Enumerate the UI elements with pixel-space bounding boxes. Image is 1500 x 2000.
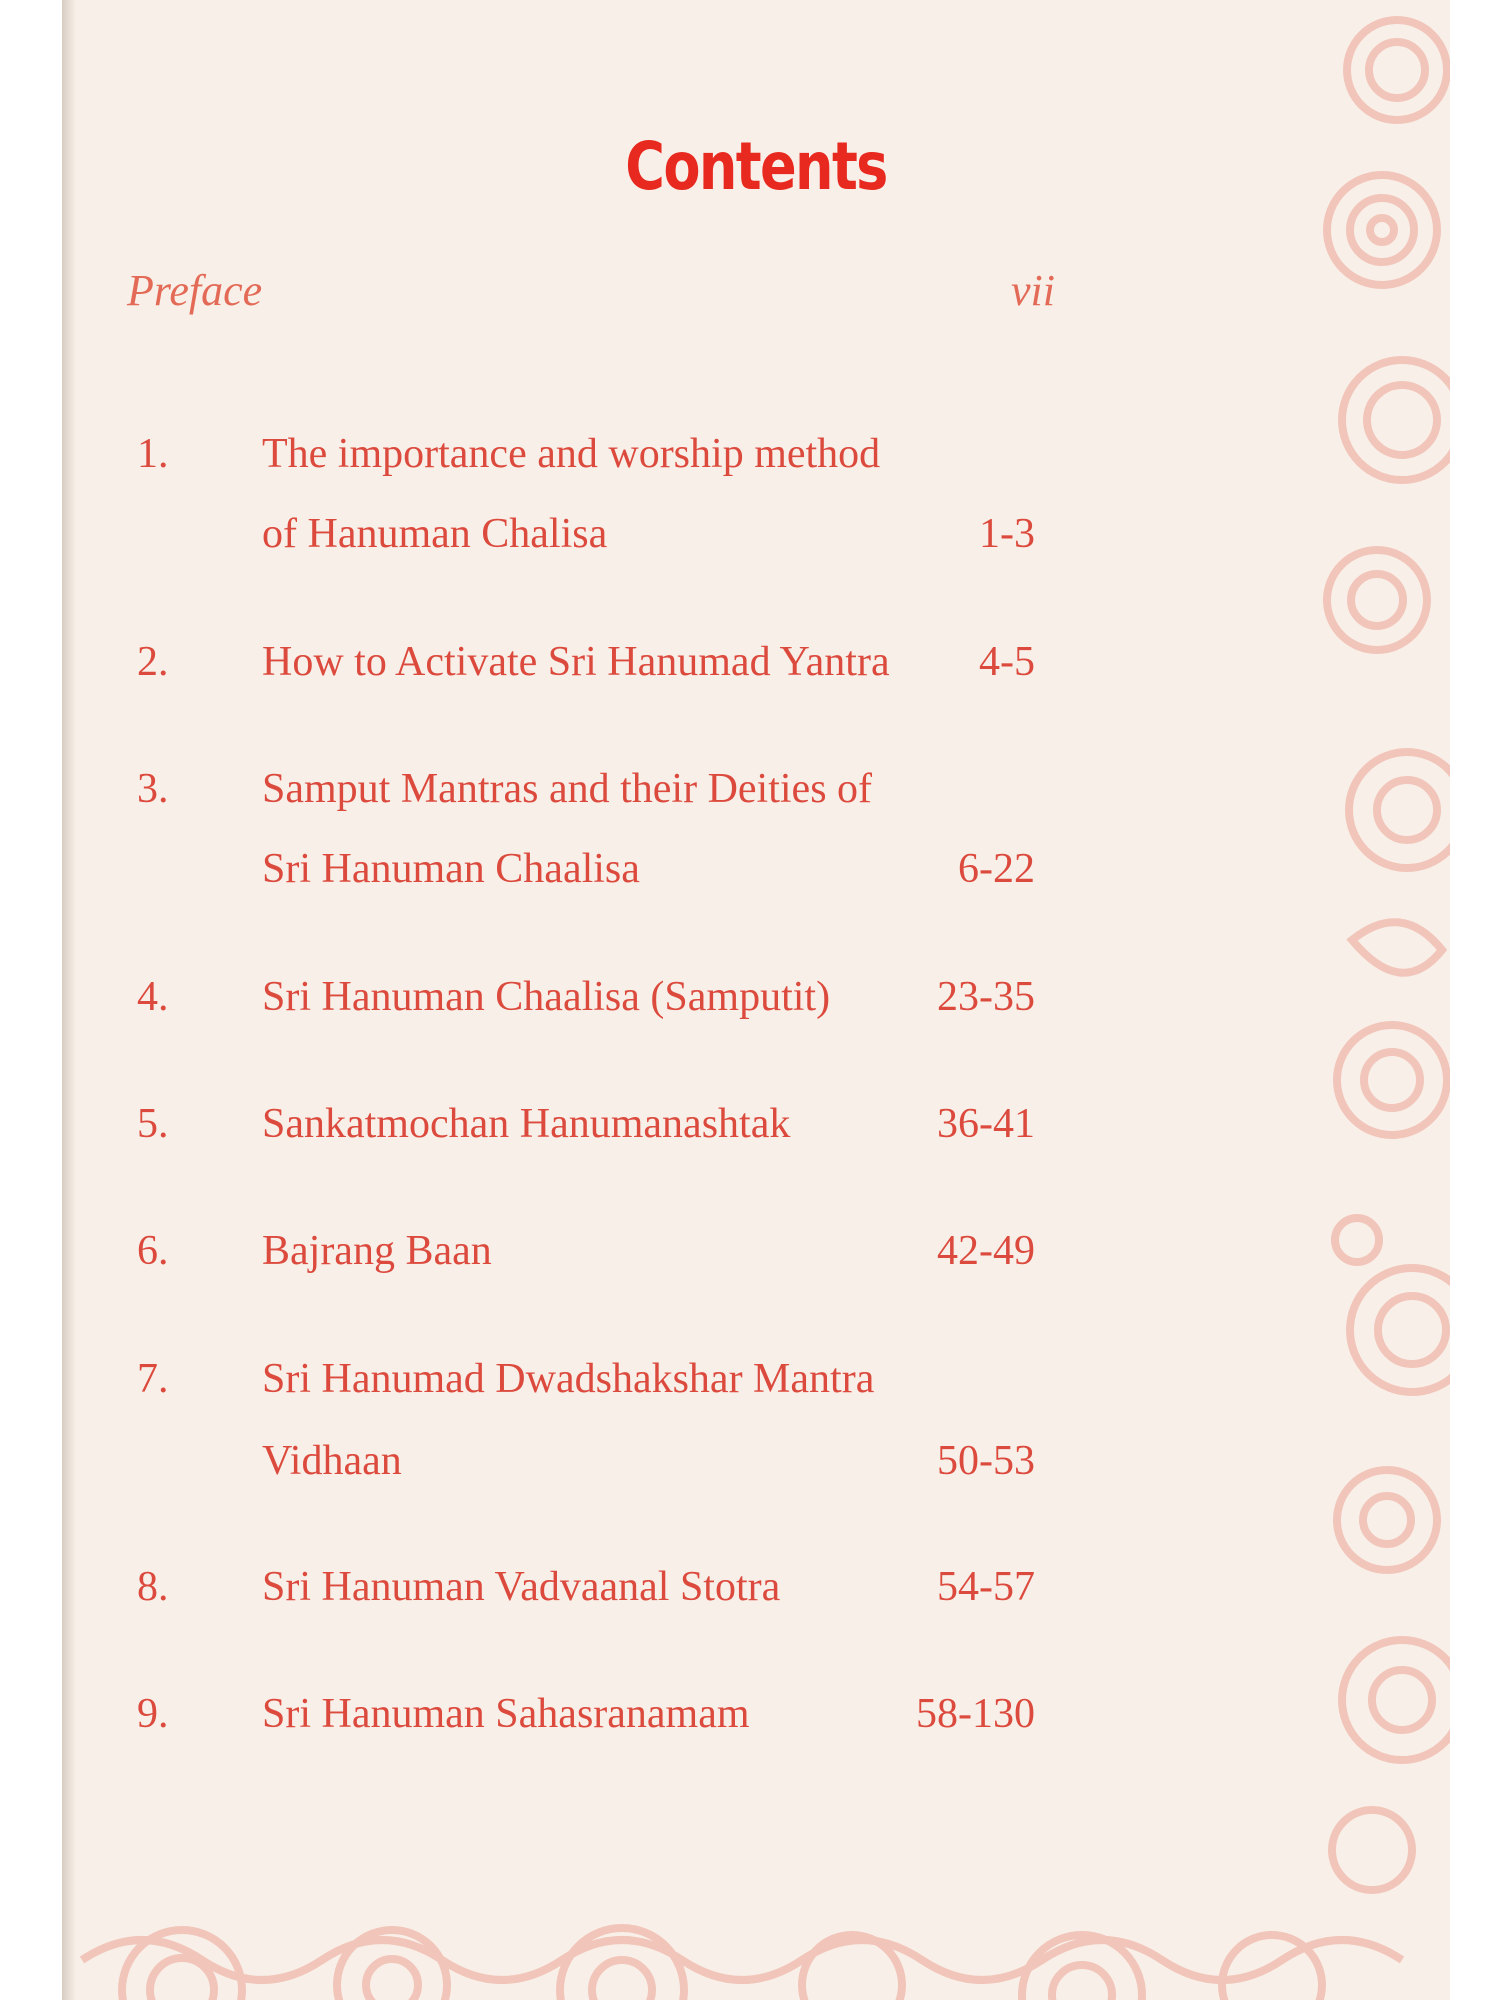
entry-title-line: Sankatmochan Hanumanashtak (262, 1101, 791, 1147)
entry-page-range: 54-57 (937, 1564, 1035, 1610)
entry-page-range: 6-22 (958, 846, 1035, 892)
book-page (62, 0, 1450, 2000)
entry-number: 4. (137, 974, 169, 1020)
entry-number: 2. (137, 639, 169, 685)
entry-page-range: 36-41 (937, 1101, 1035, 1147)
entry-title-line: The importance and worship method (262, 431, 881, 477)
entry-page-range: 4-5 (979, 639, 1035, 685)
entry-title-line: Sri Hanuman Chaalisa (Samputit) (262, 974, 831, 1020)
entry-title-line: Samput Mantras and their Deities of (262, 766, 873, 812)
entry-number: 3. (137, 766, 169, 812)
entry-title-line: Sri Hanumad Dwadshakshar Mantra (262, 1356, 875, 1402)
page-title: Contents (625, 128, 887, 205)
entry-number: 6. (137, 1228, 169, 1274)
entry-number: 5. (137, 1101, 169, 1147)
entry-number: 9. (137, 1691, 169, 1737)
entry-page-range: 50-53 (937, 1438, 1035, 1484)
entry-page-range: 58-130 (916, 1691, 1035, 1737)
entry-page-range: 1-3 (979, 511, 1035, 557)
entry-number: 8. (137, 1564, 169, 1610)
preface-page-number: vii (1011, 266, 1055, 315)
entry-title-line: Bajrang Baan (262, 1228, 492, 1274)
entry-number: 1. (137, 431, 169, 477)
entry-title-line: Sri Hanuman Sahasranamam (262, 1691, 750, 1737)
preface-label: Preface (127, 266, 263, 315)
entry-title-line: Sri Hanuman Vadvaanal Stotra (262, 1564, 781, 1610)
entry-number: 7. (137, 1356, 169, 1402)
entry-title-line: How to Activate Sri Hanumad Yantra (262, 639, 890, 685)
entry-page-range: 42-49 (937, 1228, 1035, 1274)
contents-list (62, 0, 1450, 2000)
entry-page-range: 23-35 (937, 974, 1035, 1020)
entry-title-line: Vidhaan (262, 1438, 402, 1484)
entry-title-line: Sri Hanuman Chaalisa (262, 846, 640, 892)
entry-title-line: of Hanuman Chalisa (262, 511, 608, 557)
